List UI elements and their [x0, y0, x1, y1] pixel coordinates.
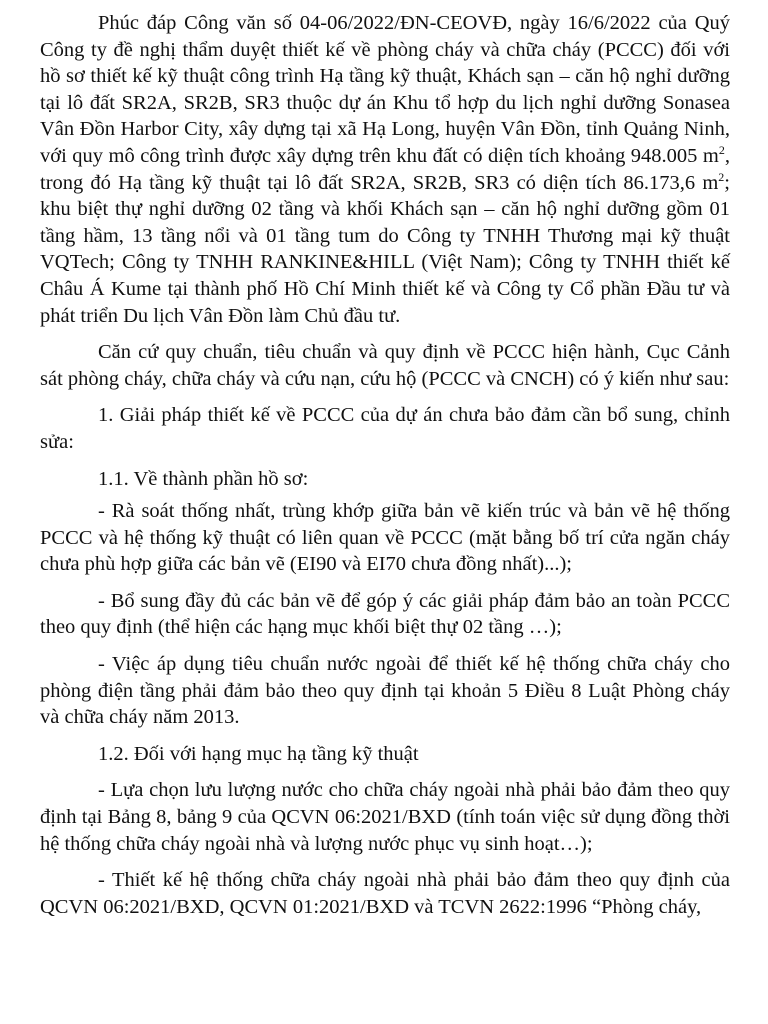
section-1-2-item: - Thiết kế hệ thống chữa cháy ngoài nhà phải bảo đảm theo quy định của QCVN 06:2021/BXD, QCVN 01:2021/BXD và TCVN 2622:1996 “Phòng cháy, [40, 869, 730, 918]
intro-paragraph [40, 10, 730, 329]
section-1-2-item: - Lựa chọn lưu lượng nước cho chữa cháy ngoài nhà phải bảo đảm theo quy định tại Bảng 8, bảng 9 của QCVN 06:2021/BXD (tính toán việc sử dụng đồng thời hệ thống chữa cháy ngoài nhà và lượng nước phục vụ sinh hoạt…); [40, 779, 730, 855]
section-1-1-item: - Bổ sung đầy đủ các bản vẽ để góp ý các giải pháp đảm bảo an toàn PCCC theo quy định (thể hiện các hạng mục khối biệt thự 02 tầng …); [40, 589, 730, 639]
section-1-1-item: - Việc áp dụng tiêu chuẩn nước ngoài để thiết kế hệ thống chữa cháy cho phòng điện tầng phải đảm bảo theo quy định tại khoản 5 Điều 8 Luật Phòng cháy và chữa cháy năm 2013. [40, 653, 730, 729]
section-1-1-heading: 1.1. Về thành phần hồ sơ: [98, 467, 309, 490]
intro-text-part3: ; khu biệt thự nghỉ dưỡng 02 tầng và khối Khách sạn – căn hộ nghỉ dưỡng gồm 01 tầng hầm, 13 tầng nổi và 01 tầng tum do Công ty TNHH Thương mại kỹ thuật VQTech; Công ty TNHH RANKINE&HILL (Việt Nam); Công ty TNHH thiết kế Châu Á Kume tại thành phố Hồ Chí Minh thiết kế và Công ty Cổ phần Đầu tư và phát triển Du lịch Vân Đồn làm Chủ đầu tư. [40, 171, 730, 327]
intro-text-part2: , trong đó Hạ tầng kỹ thuật tại lô đất SR2A, SR2B, SR3 có diện tích 86.173,6 m [40, 144, 730, 194]
area-unit-superscript: 2 [718, 169, 725, 184]
basis-paragraph: Căn cứ quy chuẩn, tiêu chuẩn và quy định về PCCC hiện hành, Cục Cảnh sát phòng cháy, chữa cháy và cứu nạn, cứu hộ (PCCC và CNCH) có ý kiến như sau: [40, 341, 730, 390]
section-1-1-item: - Rà soát thống nhất, trùng khớp giữa bản vẽ kiến trúc và bản vẽ hệ thống PCCC và hệ thống kỹ thuật có liên quan về PCCC (mặt bằng bố trí cửa ngăn cháy chưa phù hợp giữa các bản vẽ (EI90 và EI70 chưa đồng nhất)...); [40, 500, 730, 576]
area-unit-superscript: 2 [718, 143, 725, 158]
section-1-2-heading: 1.2. Đối với hạng mục hạ tầng kỹ thuật [98, 742, 419, 765]
intro-text-part1: Phúc đáp Công văn số 04-06/2022/ĐN-CEOVĐ, ngày 16/6/2022 của Quý Công ty đề nghị thẩm duyệt thiết kế về phòng cháy và chữa cháy (PCCC) đối với hồ sơ thiết kế kỹ thuật công trình Hạ tầng kỹ thuật, Khách sạn – căn hộ nghỉ dưỡng tại lô đất SR2A, SR2B, SR3 thuộc dự án Khu tổ hợp du lịch nghỉ dưỡng Sonasea Vân Đồn Harbor City, xây dựng tại xã Hạ Long, huyện Vân Đồn, tỉnh Quảng Ninh, với quy mô công trình được xây dựng trên khu đất có diện tích khoảng 948.005 m [40, 12, 730, 167]
section-1-heading: 1. Giải pháp thiết kế về PCCC của dự án chưa bảo đảm cần bổ sung, chỉnh sửa: [40, 404, 730, 453]
document-page [40, 10, 730, 930]
